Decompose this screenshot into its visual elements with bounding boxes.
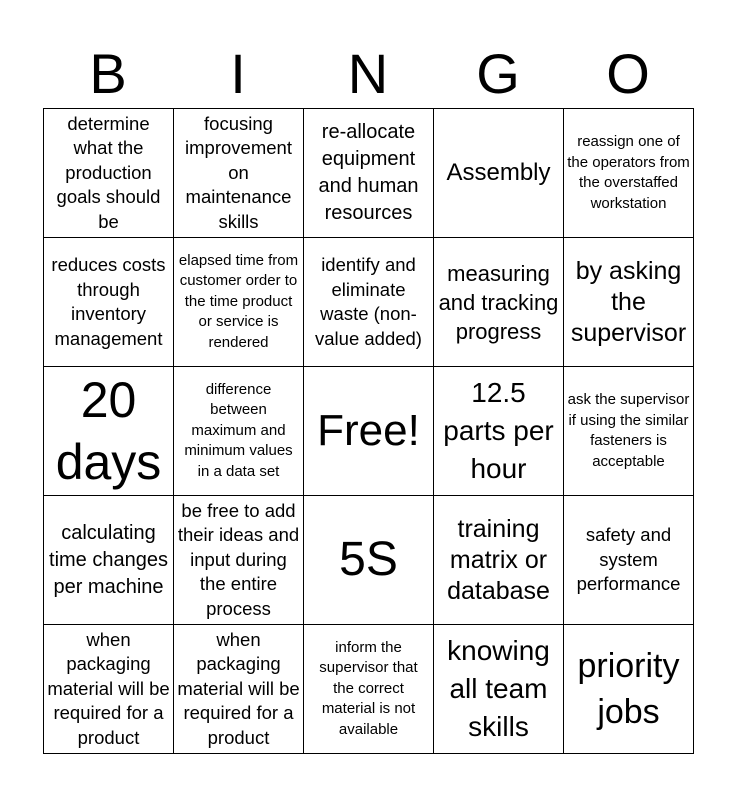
cell-text: when packaging material will be required for a product [47, 628, 170, 748]
header-letter-g: G [476, 42, 520, 105]
bingo-cell-r4-c5[interactable] [564, 496, 694, 625]
cell-text: knowing all team skills [447, 635, 550, 742]
cell-text: priority jobs [577, 647, 680, 731]
cell-text: calculating time changes per machine [49, 521, 168, 598]
board-row-1 [44, 109, 694, 238]
cell-text: inform the supervisor that the correct material is not available [319, 638, 418, 738]
bingo-cell-r4-c4[interactable] [434, 496, 564, 625]
cell-text: reduces costs through inventory management [51, 254, 166, 349]
cell-text: 20 days [55, 372, 162, 490]
cell-text: 5S [339, 533, 398, 586]
bingo-cell-r1-c5[interactable] [564, 109, 694, 238]
cell-text: training matrix or database [447, 514, 550, 605]
free-space-text: Free! [317, 406, 420, 455]
cell-text: focusing improvement on maintenance skills [185, 112, 292, 232]
header-letter-b: B [89, 42, 127, 105]
bingo-cell-r4-c3[interactable] [304, 496, 434, 625]
cell-text: identify and eliminate waste (non-value added) [315, 254, 422, 349]
cell-text: safety and system performance [576, 524, 681, 595]
bingo-cell-r5-c2[interactable] [174, 625, 304, 754]
bingo-cell-r2-c4[interactable] [434, 238, 564, 367]
board-row-5 [44, 625, 694, 754]
bingo-cell-r4-c2[interactable] [174, 496, 304, 625]
bingo-cell-r3-c1[interactable] [44, 367, 174, 496]
cell-text: Assembly [446, 159, 551, 186]
header-letter-o: O [606, 42, 650, 105]
cell-text: reassign one of the operators from the overstaffed workstation [567, 133, 690, 212]
cell-text: difference between maximum and minimum values in a data set [184, 380, 293, 480]
free-space-cell[interactable] [304, 367, 434, 496]
bingo-header [43, 40, 693, 108]
bingo-cell-r3-c4[interactable] [434, 367, 564, 496]
board-row-4 [44, 496, 694, 625]
bingo-cell-r5-c3[interactable] [304, 625, 434, 754]
bingo-cell-r2-c5[interactable] [564, 238, 694, 367]
bingo-cell-r5-c4[interactable] [434, 625, 564, 754]
bingo-cell-r2-c2[interactable] [174, 238, 304, 367]
cell-text: determine what the production goals should be [56, 112, 161, 232]
bingo-cell-r1-c4[interactable] [434, 109, 564, 238]
cell-text: elapsed time from customer order to the time product or service is rendered [178, 251, 299, 351]
cell-text: be free to add their ideas and input during the entire process [177, 499, 300, 619]
cell-text: measuring and tracking progress [438, 260, 559, 344]
cell-text: by asking the supervisor [570, 256, 687, 347]
cell-text: re-allocate equipment and human resources [318, 121, 419, 224]
bingo-cell-r3-c2[interactable] [174, 367, 304, 496]
header-letter-n: N [347, 42, 389, 105]
board-row-3 [44, 367, 694, 496]
cell-text: 12.5 parts per hour [443, 377, 554, 484]
bingo-cell-r1-c2[interactable] [174, 109, 304, 238]
bingo-cell-r5-c5[interactable] [564, 625, 694, 754]
bingo-cell-r3-c5[interactable] [564, 367, 694, 496]
bingo-cell-r4-c1[interactable] [44, 496, 174, 625]
bingo-cell-r2-c3[interactable] [304, 238, 434, 367]
bingo-board [43, 108, 694, 754]
cell-text: when packaging material will be required for a product [177, 628, 300, 748]
bingo-cell-r5-c1[interactable] [44, 625, 174, 754]
bingo-cell-r1-c3[interactable] [304, 109, 434, 238]
board-row-2 [44, 238, 694, 367]
bingo-cell-r1-c1[interactable] [44, 109, 174, 238]
header-letter-i: I [230, 42, 246, 105]
bingo-cell-r2-c1[interactable] [44, 238, 174, 367]
cell-text: ask the supervisor if using the similar fasteners is acceptable [567, 391, 690, 470]
